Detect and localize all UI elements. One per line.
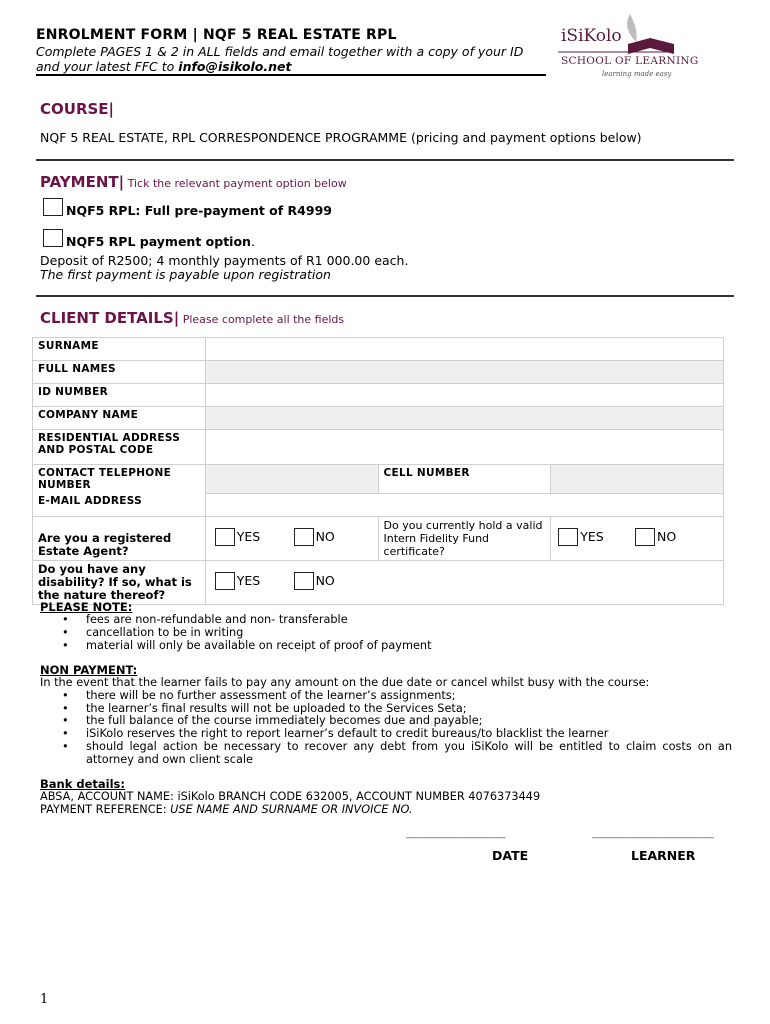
please-note-section — [40, 600, 740, 652]
logo-school: SCHOOL OF LEARNING — [561, 55, 699, 67]
disability-no-checkbox[interactable] — [294, 572, 314, 590]
agent-yes[interactable] — [215, 528, 260, 546]
feather-shape — [627, 14, 636, 42]
fidelity-no-checkbox[interactable] — [635, 528, 655, 546]
payment-rule — [36, 295, 734, 297]
phone-label-line1: CONTACT TELEPHONE — [38, 467, 172, 479]
cell-label: CELL NUMBER — [378, 465, 551, 494]
fidelity-no[interactable] — [635, 528, 676, 546]
course-text: NQF 5 REAL ESTATE, RPL CORRESPONDENCE PROGRAMME (pricing and payment options below) — [40, 130, 642, 145]
phone-field[interactable] — [205, 465, 378, 494]
date-line[interactable]: ______________________ — [406, 828, 505, 839]
course-heading: COURSE| — [40, 100, 115, 118]
payment-heading: PAYMENT| — [40, 173, 125, 191]
payment-note: Tick the relevant payment option below — [124, 177, 347, 190]
list-item: • cancellation to be in writing — [86, 627, 740, 640]
bank-heading: Bank details: — [40, 777, 125, 791]
full-prepayment-checkbox[interactable] — [43, 198, 63, 216]
agent-question: Are you a registered Estate Agent? — [33, 516, 206, 560]
deposit-text: Deposit of R2500; 4 monthly payments of R1 000.00 each. — [40, 253, 409, 268]
agent-no-checkbox[interactable] — [294, 528, 314, 546]
list-item: • iSiKolo reserves the right to report learner’s default to credit bureaus/to blacklist the learner — [86, 728, 732, 741]
instruction-prefix: and your latest FFC to — [36, 59, 179, 74]
agent-yes-checkbox[interactable] — [215, 528, 235, 546]
please-note-heading: PLEASE NOTE: — [40, 600, 133, 614]
form-instructions — [36, 44, 523, 74]
agent-yes-label: YES — [236, 529, 261, 544]
list-item: • should legal action be necessary to recover any debt from you iSiKolo will be entitled to claim costs on an attorney and own client scale — [86, 741, 732, 767]
address-field[interactable] — [205, 430, 723, 465]
non-payment-section — [40, 663, 732, 767]
payment-reference-label: PAYMENT REFERENCE: — [40, 802, 171, 816]
cell-field[interactable] — [551, 465, 724, 494]
payment-option-label — [66, 234, 255, 249]
list-item: • material will only be available on receipt of proof of payment — [86, 640, 740, 653]
agent-no-label: NO — [315, 529, 335, 544]
payment-option-dot: . — [250, 234, 255, 249]
id-number-field[interactable] — [205, 384, 723, 407]
learner-label: LEARNER — [631, 848, 696, 863]
disability-yes-label: YES — [236, 573, 261, 588]
header-rule — [36, 74, 546, 76]
client-details-table — [32, 337, 724, 605]
list-item: • the learner’s final results will not be uploaded to the Services Seta; — [86, 703, 732, 716]
fidelity-options — [551, 516, 724, 560]
fidelity-yes[interactable] — [558, 528, 603, 546]
agent-no[interactable] — [294, 528, 335, 546]
bank-details: ABSA, ACCOUNT NAME: iSiKolo BRANCH CODE 632005, ACCOUNT NUMBER 4076373449 — [40, 790, 541, 803]
fidelity-no-label: NO — [657, 529, 677, 544]
logo-name: iSiKolo — [561, 26, 622, 46]
client-heading: CLIENT DETAILS| — [40, 309, 180, 327]
bank-section — [40, 777, 740, 817]
non-payment-list — [40, 690, 732, 767]
address-label-line2: AND POSTAL CODE — [38, 444, 154, 456]
surname-field[interactable] — [205, 338, 723, 361]
first-payment-text: The first payment is payable upon registration — [40, 267, 331, 282]
email-label: E-MAIL ADDRESS — [33, 493, 206, 516]
list-item: • there will be no further assessment of the learner’s assignments; — [86, 690, 732, 703]
company-label: COMPANY NAME — [33, 407, 206, 430]
disability-question: Do you have any disability? If so, what is the nature thereof? — [33, 560, 206, 604]
surname-label: SURNAME — [33, 338, 206, 361]
phone-label — [33, 465, 206, 494]
page-number: 1 — [40, 992, 49, 1007]
form-title: ENROLMENT FORM | NQF 5 REAL ESTATE RPL — [36, 27, 397, 43]
learner-signature-line[interactable]: ___________________________ — [592, 828, 714, 839]
instruction-line-2 — [36, 59, 523, 74]
id-number-label: ID NUMBER — [33, 384, 206, 407]
company-field[interactable] — [205, 407, 723, 430]
payment-header — [40, 172, 347, 191]
instruction-line-1: Complete PAGES 1 & 2 in ALL fields and email together with a copy of your ID — [36, 44, 524, 59]
phone-label-line2: NUMBER — [38, 479, 91, 491]
full-names-field[interactable] — [205, 361, 723, 384]
fidelity-question: Do you currently hold a valid Intern Fidelity Fund certificate? — [378, 516, 551, 560]
fidelity-yes-checkbox[interactable] — [558, 528, 578, 546]
full-prepayment-label: NQF5 RPL: Full pre-payment of R4999 — [66, 203, 332, 218]
payment-option-checkbox[interactable] — [43, 229, 63, 247]
client-header — [40, 308, 344, 327]
disability-yes-checkbox[interactable] — [215, 572, 235, 590]
contact-email[interactable]: info@isikolo.net — [178, 59, 292, 74]
please-note-list — [40, 614, 740, 652]
client-note: Please complete all the fields — [179, 313, 345, 326]
address-label-line1: RESIDENTIAL ADDRESS — [38, 432, 181, 444]
payment-reference-value: USE NAME AND SURNAME OR INVOICE NO. — [170, 802, 413, 816]
fidelity-yes-label: YES — [580, 529, 604, 544]
disability-options — [205, 560, 723, 604]
course-rule — [36, 159, 734, 161]
list-item: • fees are non-refundable and non- transferable — [86, 614, 740, 627]
logo-tagline: learning made easy — [602, 70, 672, 78]
email-field[interactable] — [205, 493, 723, 516]
disability-no-label: NO — [315, 573, 335, 588]
full-names-label: FULL NAMES — [33, 361, 206, 384]
date-label: DATE — [492, 848, 529, 863]
list-item: • the full balance of the course immediately becomes due and payable; — [86, 715, 732, 728]
address-label — [33, 430, 206, 465]
payment-option-text: NQF5 RPL payment option — [66, 234, 251, 249]
non-payment-heading: NON PAYMENT: — [40, 663, 138, 677]
disability-no[interactable] — [294, 572, 335, 590]
agent-options — [205, 516, 378, 560]
payment-reference — [40, 804, 740, 817]
non-payment-intro: In the event that the learner fails to pay any amount on the due date or cancel whilst busy with the course: — [40, 676, 650, 689]
disability-yes[interactable] — [215, 572, 260, 590]
